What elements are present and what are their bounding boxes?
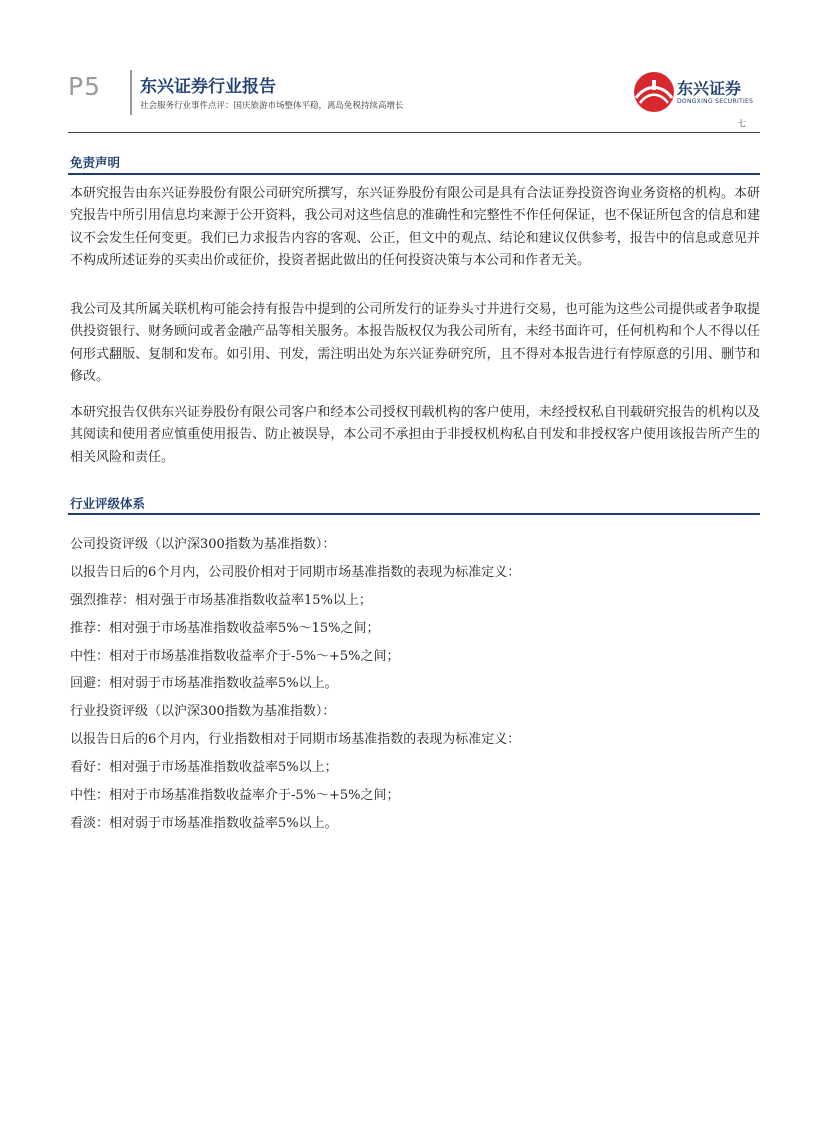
company-logo — [632, 68, 762, 118]
rating-line: 行业投资评级（以沪深300指数为基准指数）： — [70, 704, 336, 719]
rating-system-title: 行业评级体系 — [70, 496, 146, 511]
logo-mark-icon — [632, 70, 676, 114]
rating-line: 强烈推荐：相对强于市场基准指数收益率15%以上； — [70, 593, 372, 608]
header-rule — [68, 132, 760, 133]
rating-line: 看好：相对强于市场基准指数收益率5%以上； — [70, 760, 338, 775]
logo-text-cn: 东兴证券 — [677, 79, 742, 98]
header-divider — [130, 70, 132, 115]
disclaimer-paragraph-2: 我公司及其所属关联机构可能会持有报告中提到的公司所发行的证券头寸并进行交易，也可能为这些公司提供或者争取提供投资银行、财务顾问或者金融产品等相关服务。本报告版权仅为我公司所有，未经书面许可，任何机构和个人不得以任何形式翻版、复制和发布。如引用、刊发，需注明出处为东兴证券研究所，且不得对本报告进行有悖原意的引用、删节和修改。 — [70, 302, 760, 384]
rating-line: 公司投资评级（以沪深300指数为基准指数）： — [70, 537, 336, 552]
rating-line: 中性：相对于市场基准指数收益率介于-5%～+5%之间； — [70, 649, 400, 664]
disclaimer-paragraph-3: 本研究报告仅供东兴证券股份有限公司客户和经本公司授权刊载机构的客户使用，未经授权私自刊载研究报告的机构以及其阅读和使用者应慎重使用报告、防止被误导，本公司不承担由于非授权机构私自刊发和非授权客户使用该报告所产生的相关风险和责任。 — [70, 405, 760, 465]
page-number: P5 — [68, 72, 101, 101]
disclaimer-paragraph-1: 本研究报告由东兴证券股份有限公司研究所撰写，东兴证券股份有限公司是具有合法证券投资咨询业务资格的机构。本研究报告中所引用信息均来源于公开资料，我公司对这些信息的准确性和完整性不作任何保证，也不保证所包含的信息和建议不会发生任何变更。我们已力求报告内容的客观、公正，但文中的观点、结论和建议仅供参考，报告中的信息或意见并不构成所述证券的买卖出价或征价，投资者据此做出的任何投资决策与本公司和作者无关。 — [70, 186, 760, 268]
rating-line: 以报告日后的6个月内，行业指数相对于同期市场基准指数的表现为标准定义： — [70, 732, 521, 747]
report-title: 东兴证券行业报告 — [140, 77, 276, 97]
rating-line: 中性：相对于市场基准指数收益率介于-5%～+5%之间； — [70, 788, 400, 803]
report-subtitle: 社会服务行业事件点评：国庆旅游市场整体平稳，离岛免税持续高增长 — [140, 101, 404, 111]
rating-line: 回避：相对弱于市场基准指数收益率5%以上。 — [70, 676, 338, 691]
rating-system-rule — [68, 513, 760, 515]
logo-text-en: DONGXING SECURITIES — [677, 98, 754, 105]
header-mark: 七 — [738, 119, 746, 128]
disclaimer-title: 免责声明 — [70, 155, 121, 170]
rating-line: 推荐：相对强于市场基准指数收益率5%～15%之间； — [70, 621, 380, 636]
rating-line: 以报告日后的6个月内，公司股价相对于同期市场基准指数的表现为标准定义： — [70, 565, 521, 580]
disclaimer-rule — [68, 173, 760, 175]
rating-line: 看淡：相对弱于市场基准指数收益率5%以上。 — [70, 816, 338, 831]
